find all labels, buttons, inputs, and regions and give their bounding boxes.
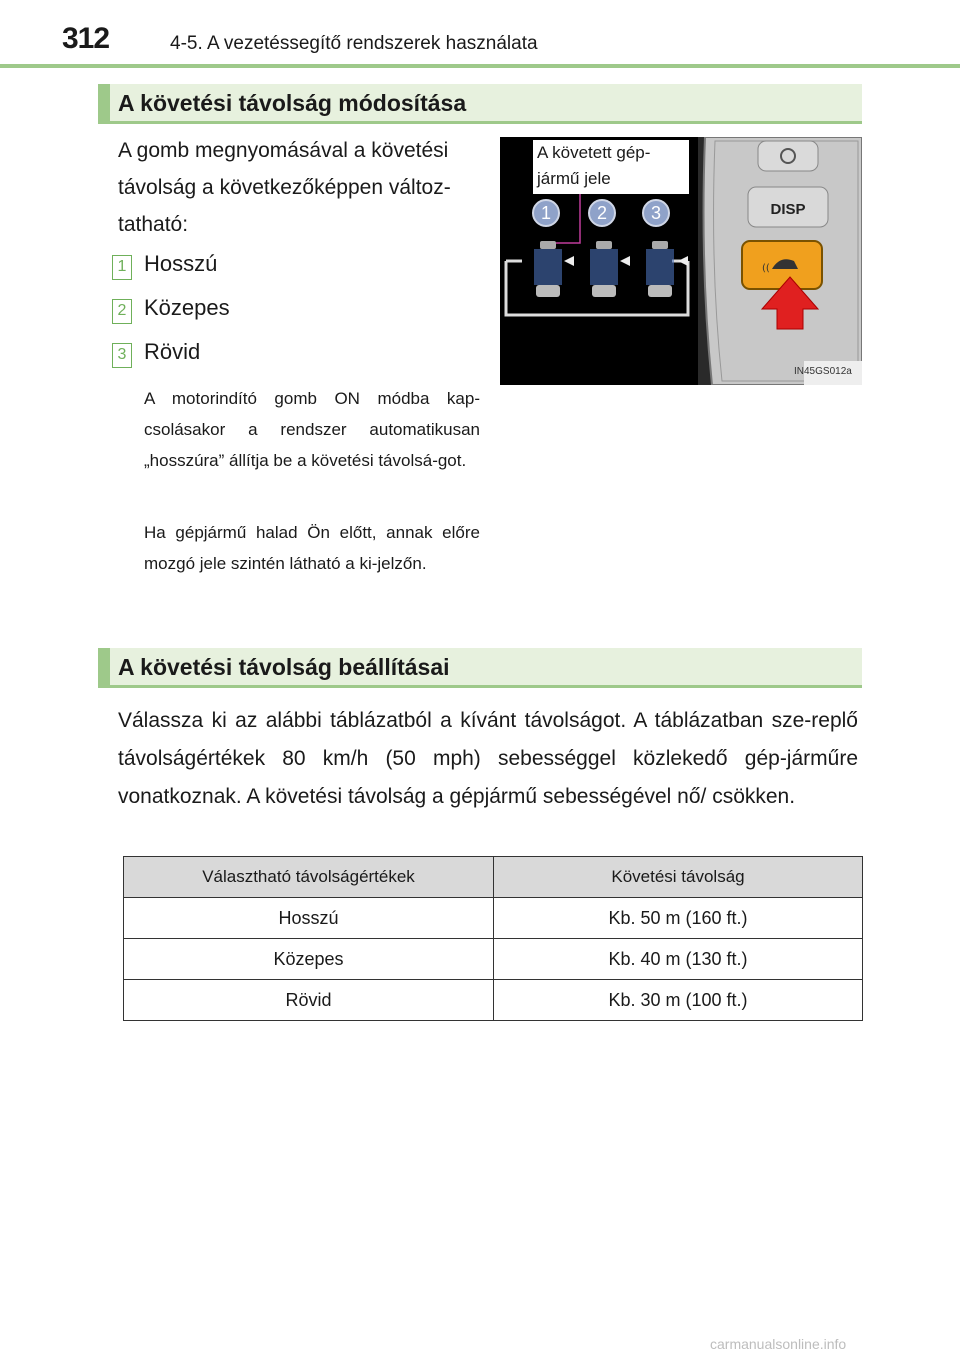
distance-table bbox=[123, 856, 863, 1021]
intro-line: tatható: bbox=[118, 213, 189, 236]
step-number: 1 bbox=[540, 203, 552, 223]
page-header bbox=[62, 22, 882, 62]
figure-code: IN45GS012a bbox=[794, 366, 852, 377]
header-rule bbox=[0, 64, 960, 68]
step-number: 3 bbox=[650, 203, 662, 223]
callout-line: jármű jele bbox=[537, 169, 611, 188]
table-row bbox=[124, 980, 863, 1021]
watermark: carmanualsonline.info bbox=[710, 1336, 847, 1352]
number-badge: 1 bbox=[112, 255, 132, 280]
intro-line: távolság a következőképpen változ- bbox=[118, 176, 451, 199]
column-header: Választható távolságértékek bbox=[124, 857, 494, 898]
section-title-1: A követési távolság módosítása bbox=[118, 90, 467, 116]
table-cell: Közepes bbox=[124, 939, 494, 980]
table-cell: Kb. 40 m (130 ft.) bbox=[494, 939, 863, 980]
page-number: 312 bbox=[62, 22, 110, 55]
number-badge: 3 bbox=[112, 343, 132, 368]
callout-line: A követett gép- bbox=[537, 143, 651, 162]
followed-vehicle-callout bbox=[533, 140, 689, 194]
table-header-row bbox=[124, 857, 863, 898]
list-item-label: Hosszú bbox=[144, 251, 218, 276]
table-row bbox=[124, 939, 863, 980]
list-item-label: Rövid bbox=[144, 339, 201, 364]
table-cell: Rövid bbox=[124, 980, 494, 1021]
chapter-title: 4-5. A vezetéssegítő rendszerek használata bbox=[170, 33, 538, 54]
column-header: Követési távolság bbox=[494, 857, 863, 898]
section-heading-2 bbox=[98, 648, 862, 688]
table-cell: Kb. 50 m (160 ft.) bbox=[494, 898, 863, 939]
step-number: 2 bbox=[596, 203, 608, 223]
section-heading-1 bbox=[98, 84, 862, 124]
list-item-label: Közepes bbox=[144, 295, 230, 320]
table-row bbox=[124, 898, 863, 939]
settings-paragraph: Válassza ki az alábbi táblázatból a kívánt távolságot. A táblázatban sze-replő távolságértékek 80 km/h (50 mph) sebességgel közlekedő gép-járműre vonatkoznak. A követési távolság a gépjármű sebességével nő/ csökken. bbox=[118, 709, 858, 808]
number-badge: 2 bbox=[112, 299, 132, 324]
intro-line: A gomb megnyomásával a követési bbox=[118, 139, 449, 162]
section-title-2: A követési távolság beállításai bbox=[118, 654, 450, 680]
disp-button-label: DISP bbox=[770, 201, 806, 218]
svg-text:((: (( bbox=[762, 263, 770, 274]
intro-paragraph bbox=[118, 132, 488, 243]
note-paragraph-1: A motorindító gomb ON módba kap-csolásakor a rendszer automatikusan „hosszúra” állítja be a követési távolsá-got. bbox=[144, 389, 480, 470]
table-cell: Kb. 30 m (100 ft.) bbox=[494, 980, 863, 1021]
note-paragraph-2: Ha gépjármű halad Ön előtt, annak előre mozgó jele szintén látható a ki-jelzőn. bbox=[144, 523, 480, 573]
table-cell: Hosszú bbox=[124, 898, 494, 939]
